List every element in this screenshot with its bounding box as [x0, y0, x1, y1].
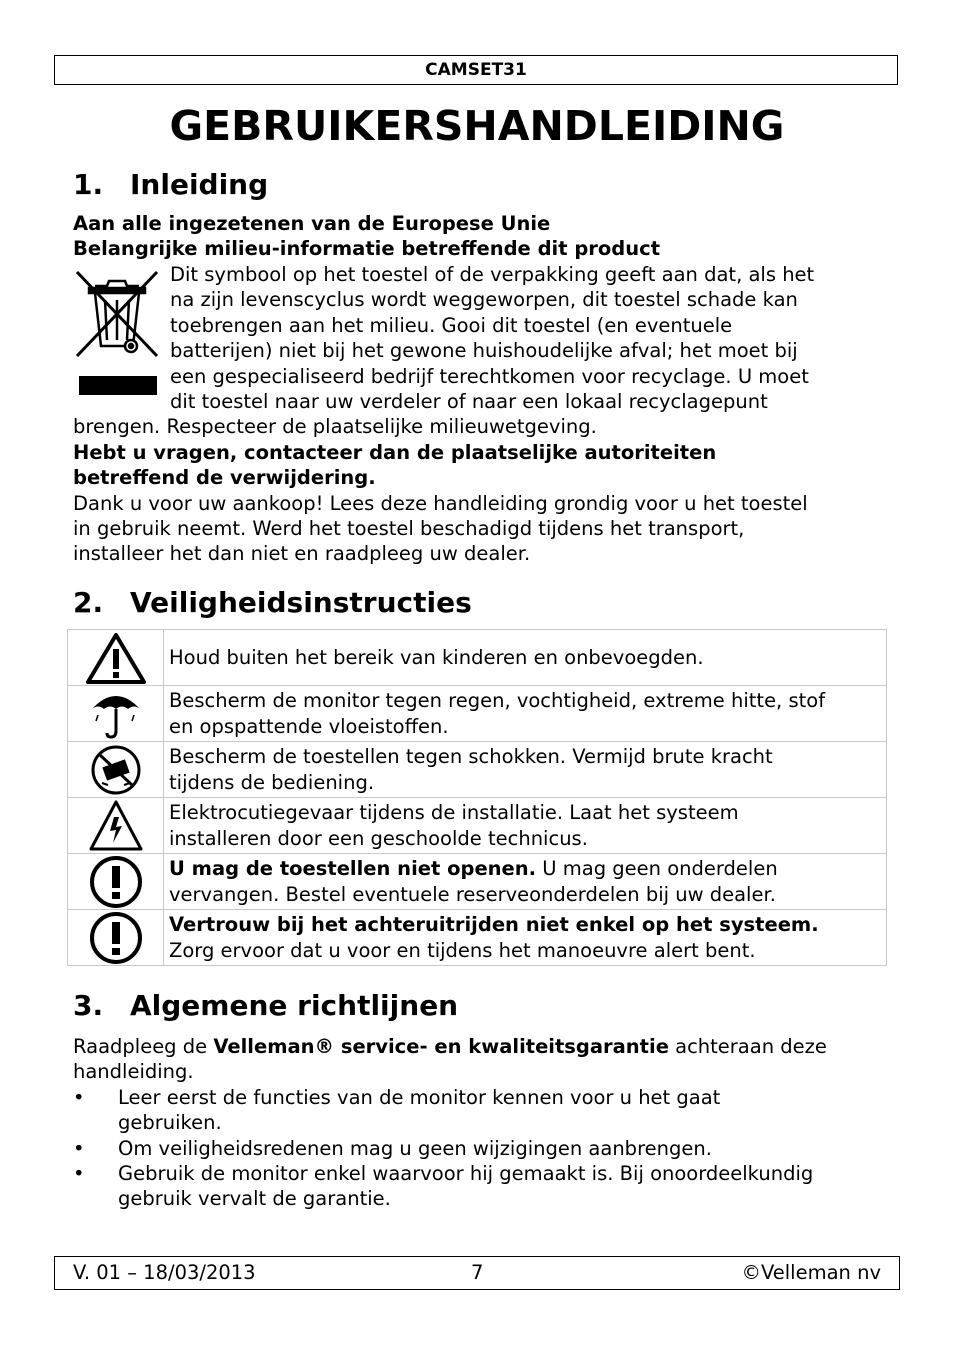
section-3-heading: [73, 988, 458, 1024]
guarantee-reference-line2: handleiding.: [73, 1060, 194, 1083]
guarantee-text-pre: Raadpleeg de: [73, 1035, 214, 1058]
weee-text-line: Dit symbool op het toestel of de verpakking geeft aan dat, als het: [170, 263, 815, 286]
questions-line: betreffend de verwijdering.: [73, 466, 376, 489]
no-shock-icon: [88, 743, 144, 797]
header-box: [54, 55, 898, 85]
list-item-text: Leer eerst de functies van de monitor kennen voor u het gaat: [118, 1086, 721, 1109]
weee-text-line: na zijn levenscyclus wordt weggeworpen, dit toestel schade kan: [170, 288, 798, 311]
safety-text: Bescherm de toestellen tegen schokken. Vermijd brute kracht: [169, 745, 773, 768]
weee-text-tail: brengen. Respecteer de plaatselijke milieuwetgeving.: [73, 415, 597, 438]
safety-icon-cell: [68, 630, 164, 686]
copyright: ©Velleman nv: [741, 1261, 881, 1284]
section-number: 2.: [73, 586, 104, 619]
section-title: Veiligheidsinstructies: [130, 586, 472, 619]
safety-row: [68, 686, 887, 742]
safety-text: vervangen. Bestel eventuele reserveonderdelen bij uw dealer.: [169, 882, 776, 906]
safety-text-cell: [164, 798, 887, 854]
safety-row: [68, 630, 887, 686]
safety-row: [68, 798, 887, 854]
warning-triangle-icon: [84, 631, 148, 685]
eu-residents-heading: Aan alle ingezetenen van de Europese Unie: [73, 212, 551, 235]
safety-icon-cell: [68, 854, 164, 910]
safety-icon-cell: [68, 798, 164, 854]
section-title: Algemene richtlijnen: [130, 989, 459, 1022]
footer-box: [54, 1256, 900, 1290]
electrocution-warning-icon: [88, 799, 144, 853]
environment-info-heading: Belangrijke milieu-informatie betreffende dit product: [73, 237, 661, 260]
list-item-text: gebruiken.: [118, 1111, 222, 1134]
model-label: CAMSET31: [425, 60, 527, 80]
document-title: GEBRUIKERSHANDLEIDING: [169, 102, 785, 150]
safety-row: [68, 910, 887, 966]
version-date: V. 01 – 18/03/2013: [73, 1261, 256, 1284]
safety-text: Elektrocutiegevaar tijdens de installatie. Laat het systeem: [169, 801, 739, 824]
safety-text: tijdens de bediening.: [169, 770, 375, 794]
safety-text-cell: [164, 910, 887, 966]
weee-text-line: toebrengen aan het milieu. Gooi dit toestel (en eventuele: [170, 314, 733, 337]
safety-text: en opspattende vloeistoffen.: [169, 714, 449, 738]
section-number: 3.: [73, 989, 104, 1022]
guarantee-reference: [73, 1034, 827, 1060]
safety-text-cell: [164, 854, 887, 910]
thanks-line: in gebruik neemt. Werd het toestel beschadigd tijdens het transport,: [73, 517, 745, 540]
safety-text: U mag geen onderdelen: [536, 857, 778, 880]
umbrella-icon: [88, 687, 144, 741]
safety-icon-cell: [68, 686, 164, 742]
weee-symbol: [73, 264, 161, 398]
weee-text-line: dit toestel naar uw verdeler of naar een lokaal recyclagepunt: [170, 390, 768, 413]
weee-text-line: batterijen) niet bij het gewone huishoudelijke afval; het moet bij: [170, 339, 798, 362]
guarantee-text-post: achteraan deze: [668, 1035, 827, 1058]
crossed-out-bin-icon: [73, 264, 161, 398]
safety-text-cell: [164, 686, 887, 742]
bullet-marker: •: [73, 1137, 85, 1160]
safety-icon-cell: [68, 910, 164, 966]
safety-text: Houd buiten het bereik van kinderen en onbevoegden.: [169, 645, 704, 669]
safety-text-bold: Vertrouw bij het achteruitrijden niet enkel op het systeem.: [169, 913, 819, 936]
section-2-heading: [73, 585, 472, 621]
bullet-marker: •: [73, 1086, 85, 1109]
weee-text-line: een gespecialiseerd bedrijf terechtkomen voor recyclage. U moet: [170, 365, 809, 388]
safety-text: Bescherm de monitor tegen regen, vochtigheid, extreme hitte, stof: [169, 689, 826, 712]
safety-row: [68, 742, 887, 798]
safety-text: installeren door een geschoolde technicus.: [169, 826, 588, 850]
list-item-text: gebruik vervalt de garantie.: [118, 1187, 391, 1210]
exclamation-circle-icon: [88, 855, 144, 909]
list-item-text: Gebruik de monitor enkel waarvoor hij gemaakt is. Bij onoordeelkundig: [118, 1162, 814, 1185]
list-item-text: Om veiligheidsredenen mag u geen wijzigingen aanbrengen.: [118, 1137, 712, 1160]
bullet-marker: •: [73, 1162, 85, 1185]
safety-icon-cell: [68, 742, 164, 798]
safety-text-cell: [164, 742, 887, 798]
section-number: 1.: [73, 168, 104, 201]
safety-row: [68, 854, 887, 910]
thanks-line: installeer het dan niet en raadpleeg uw dealer.: [73, 542, 531, 565]
page-number: 7: [471, 1261, 484, 1284]
safety-text-cell: [164, 630, 887, 686]
guarantee-text-bold: Velleman® service- en kwaliteitsgarantie: [213, 1035, 669, 1058]
questions-line: Hebt u vragen, contacteer dan de plaatselijke autoriteiten: [73, 441, 717, 464]
exclamation-circle-icon: [88, 911, 144, 965]
safety-text-bold: U mag de toestellen niet openen.: [169, 857, 537, 880]
thanks-line: Dank u voor uw aankoop! Lees deze handleiding grondig voor u het toestel: [73, 492, 808, 515]
section-1-heading: [73, 167, 268, 203]
safety-text: Zorg ervoor dat u voor en tijdens het manoeuvre alert bent.: [169, 938, 756, 962]
safety-instructions-table: [67, 629, 887, 966]
section-title: Inleiding: [130, 168, 269, 201]
